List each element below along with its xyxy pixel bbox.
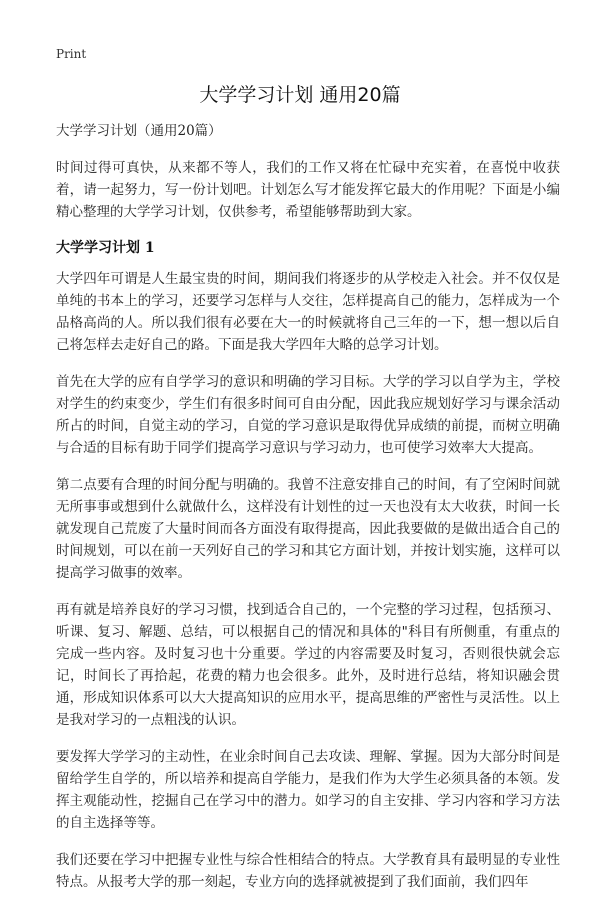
intro-paragraph: 时间过得可真快，从来都不等人，我们的工作又将在忙碌中充实着，在喜悦中收获着，请一起努力，写一份计划吧。计划怎么写才能发挥它最大的作用呢？下面是小编精心整理的大学学习计划，仅供参考，希望能够帮助到大家。	[56, 160, 560, 220]
section-heading: 大学学习计划 1	[56, 240, 155, 256]
article-body	[56, 121, 560, 908]
article-subtitle: 大学学习计划（通用20篇）	[56, 123, 222, 139]
page-title: 大学学习计划 通用20篇	[199, 84, 401, 106]
print-link[interactable]: Print	[56, 47, 87, 61]
body-paragraph: 要发挥大学学习的主动性，在业余时间自己去攻读、理解、掌握。因为大部分时间是留给学生自学的，所以培养和提高自学能力，是我们作为大学生必须具备的本领。发挥主观能动性，挖掘自己在学习中的潜力。如学习的自主安排、学习内容和学习方法的自主选择等等。	[56, 749, 560, 831]
body-paragraph: 第二点要有合理的时间分配与明确的。我曾不注意安排自己的时间，有了空闲时间就无所事事或想到什么就做什么，这样没有计划性的过一天也没有太大收获，时间一长就发现自己荒废了大量时间而各方面没有取得提高，因此我要做的是做出适合自己的时间规划，可以在前一天列好自己的学习和其它方面计划，并按计划实施，这样可以提高学习做事的效率。	[56, 477, 560, 581]
body-paragraph: 再有就是培养良好的学习习惯，找到适合自己的，一个完整的学习过程，包括预习、听课、复习、解题、总结，可以根据自己的情况和具体的"科目有所侧重，有重点的完成一些内容。及时复习也十分重要。学过的内容需要及时复习，否则很快就会忘记，时间长了再拾起，花费的精力也会很多。此外，及时进行总结，将知识融会贯通，形成知识体系可以大大提高知识的应用水平，提高思维的严密性与灵活性。以上是我对学习的一点粗浅的认识。	[56, 602, 560, 728]
body-paragraph: 大学四年可谓是人生最宝贵的时间，期间我们将逐步的从学校走入社会。并不仅仅是单纯的书本上的学习，还要学习怎样与人交往，怎样提高自己的能力，怎样成为一个品格高尚的人。所以我们很有必要在大一的时候就将自己三年的一下，想一想以后自己将怎样去走好自己的路。下面是我大学四年大略的总学习计划。	[56, 271, 560, 353]
body-paragraph: 首先在大学的应有自学学习的意识和明确的学习目标。大学的学习以自学为主，学校对学生的约束变少，学生们有很多时间可自由分配，因此我应规划好学习与课余活动所占的时间，自觉主动的学习，自觉的学习意识是取得优异成绩的前提，而树立明确与合适的目标有助于同学们提高学习意识与学习动力，也可使学习效率大大提高。	[56, 374, 560, 456]
body-paragraph: 我们还要在学习中把握专业性与综合性相结合的特点。大学教育具有最明显的专业性特点。从报考大学的那一刻起，专业方向的选择就被提到了我们面前，我们四年	[56, 852, 560, 890]
